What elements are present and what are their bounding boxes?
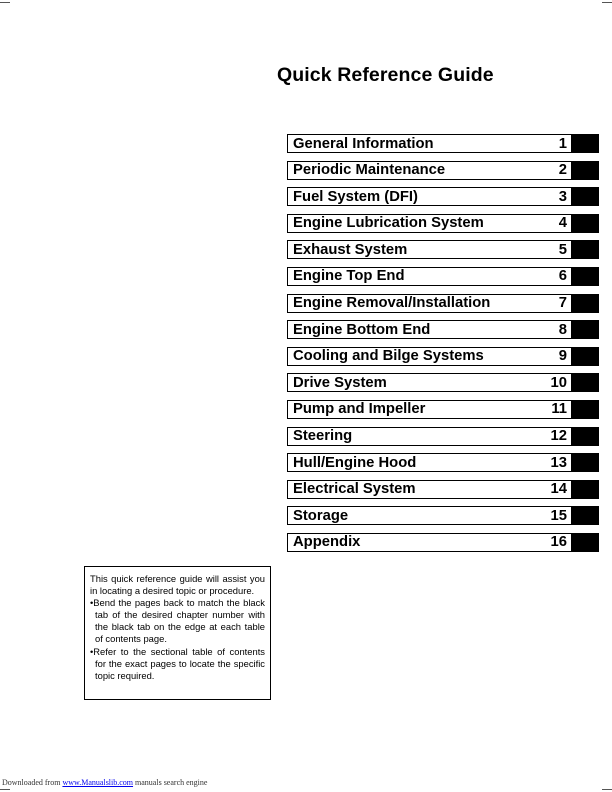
chapter-name: Exhaust System [293,241,408,258]
chapter-entry[interactable] [287,320,599,339]
chapter-name: General Information [293,135,434,152]
instruction-note-box [84,566,271,700]
chapter-entry-box[interactable] [287,400,572,419]
chapter-number: 4 [558,215,567,232]
chapter-entry[interactable] [287,533,599,552]
chapter-black-tab [572,453,599,472]
chapter-entry[interactable] [287,427,599,446]
chapter-black-tab [572,214,599,233]
chapter-name: Engine Top End [293,268,405,285]
chapter-entry[interactable] [287,347,599,366]
chapter-entry[interactable] [287,400,599,419]
chapter-entry[interactable] [287,294,599,313]
chapter-name: Electrical System [293,481,416,498]
chapter-entry-box[interactable] [287,480,572,499]
chapter-black-tab [572,373,599,392]
chapter-entry-box[interactable] [287,134,572,153]
chapter-entry-box[interactable] [287,427,572,446]
chapter-name: Fuel System (DFI) [293,188,418,205]
note-bullet: •Refer to the sectional table of contents for the exact pages to locate the specific topic required. [90,645,265,681]
footer-suffix: manuals search engine [135,778,208,787]
chapter-black-tab [572,427,599,446]
chapter-entry-box[interactable] [287,187,572,206]
chapter-name: Storage [293,507,349,524]
chapter-number: 7 [558,295,567,312]
chapter-black-tab [572,134,599,153]
crop-mark-top-left [0,2,10,3]
chapter-black-tab [572,240,599,259]
chapter-name: Cooling and Bilge Systems [293,348,484,365]
manualslib-link[interactable]: www.Manualslib.com [62,778,134,787]
chapter-entry-box[interactable] [287,294,572,313]
chapter-number: 14 [550,481,567,498]
chapter-entry-box[interactable] [287,214,572,233]
chapter-number: 8 [558,321,567,338]
chapter-table-of-contents [287,134,599,560]
chapter-number: 2 [558,162,567,179]
chapter-name: Engine Bottom End [293,321,431,338]
chapter-number: 15 [550,507,567,524]
chapter-entry[interactable] [287,161,599,180]
chapter-black-tab [572,294,599,313]
chapter-entry-box[interactable] [287,533,572,552]
chapter-black-tab [572,267,599,286]
chapter-name: Engine Lubrication System [293,215,484,232]
chapter-entry-box[interactable] [287,347,572,366]
chapter-number: 11 [551,401,567,418]
chapter-entry[interactable] [287,453,599,472]
chapter-entry[interactable] [287,134,599,153]
chapter-entry[interactable] [287,187,599,206]
chapter-entry[interactable] [287,240,599,259]
chapter-black-tab [572,400,599,419]
download-footer [2,778,207,787]
chapter-name: Hull/Engine Hood [293,454,417,471]
chapter-entry-box[interactable] [287,161,572,180]
chapter-entry-box[interactable] [287,506,572,525]
chapter-black-tab [572,506,599,525]
chapter-number: 3 [558,188,567,205]
chapter-number: 1 [558,135,567,152]
chapter-number: 9 [558,348,567,365]
chapter-name: Appendix [293,534,361,551]
chapter-number: 16 [550,534,567,551]
chapter-entry[interactable] [287,480,599,499]
chapter-black-tab [572,480,599,499]
chapter-black-tab [572,187,599,206]
chapter-entry-box[interactable] [287,267,572,286]
crop-mark-top-right [602,2,612,3]
note-bullet: •Bend the pages back to match the black tab of the desired chapter number with the black tab on the edge at each table of contents page. [90,597,265,645]
chapter-name: Pump and Impeller [293,401,426,418]
chapter-name: Engine Removal/Installation [293,295,491,312]
page-title: Quick Reference Guide [277,64,494,86]
footer-prefix: Downloaded from [2,778,61,787]
chapter-number: 13 [550,454,567,471]
crop-mark-bottom-right [602,789,612,790]
chapter-entry-box[interactable] [287,453,572,472]
chapter-name: Periodic Maintenance [293,162,446,179]
chapter-entry[interactable] [287,506,599,525]
chapter-entry-box[interactable] [287,240,572,259]
crop-mark-bottom-left [0,789,10,790]
chapter-name: Drive System [293,374,387,391]
chapter-number: 6 [558,268,567,285]
chapter-number: 5 [558,241,567,258]
chapter-black-tab [572,347,599,366]
chapter-entry[interactable] [287,214,599,233]
chapter-entry[interactable] [287,373,599,392]
note-intro: This quick reference guide will assist you in locating a desired topic or procedure. [90,573,265,597]
chapter-number: 12 [550,428,567,445]
chapter-black-tab [572,320,599,339]
chapter-entry-box[interactable] [287,373,572,392]
chapter-number: 10 [550,374,567,391]
chapter-black-tab [572,533,599,552]
chapter-entry[interactable] [287,267,599,286]
chapter-black-tab [572,161,599,180]
chapter-entry-box[interactable] [287,320,572,339]
chapter-name: Steering [293,428,353,445]
